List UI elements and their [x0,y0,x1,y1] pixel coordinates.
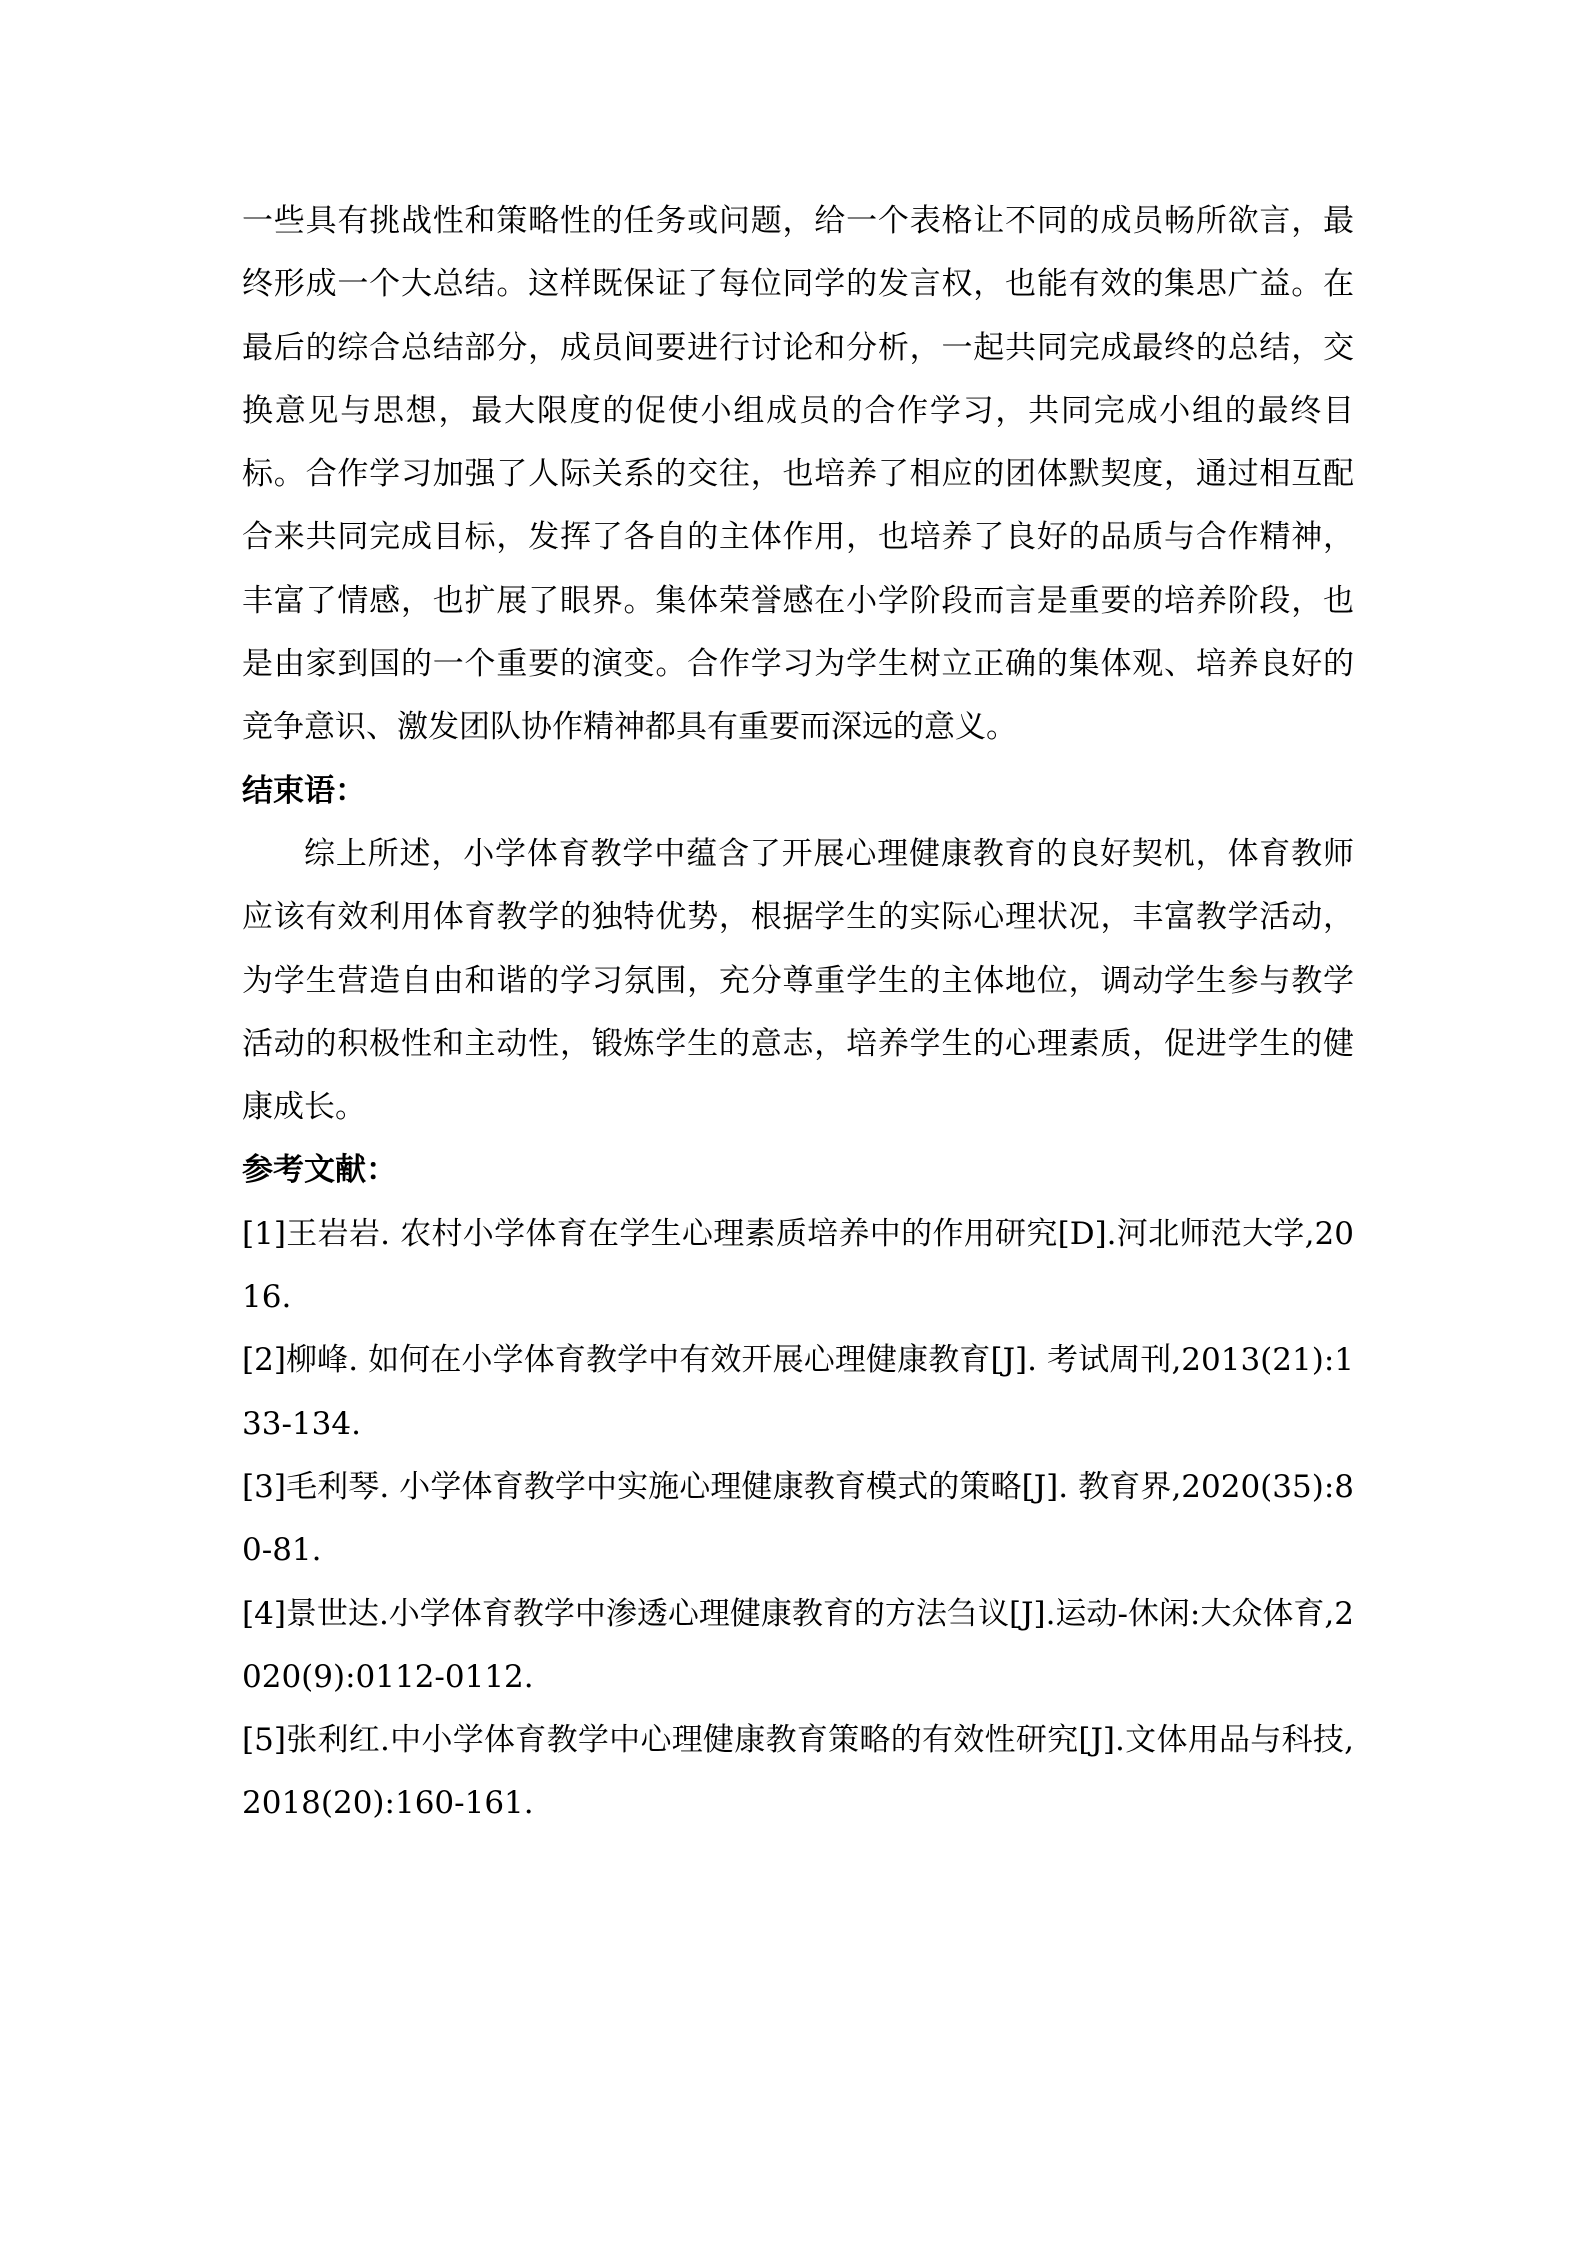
conclusion-paragraph: 综上所述，小学体育教学中蕴含了开展心理健康教育的良好契机，体育教师应该有效利用体育教学的独特优势，根据学生的实际心理状况，丰富教学活动，为学生营造自由和谐的学习氛围，充分尊重学生的主体地位，调动学生参与教学活动的积极性和主动性，锻炼学生的意志，培养学生的心理素质，促进学生的健康成长。 [242,835,1354,1126]
reference-item: [5]张利红.中小学体育教学中心理健康教育策略的有效性研究[J].文体用品与科技,2018(20):160-161. [242,1722,1354,1822]
references-heading: 参考文献： [242,1152,397,1189]
reference-item: [3]毛利琴. 小学体育教学中实施心理健康教育模式的策略[J]. 教育界,2020(35):80-81. [242,1468,1354,1569]
conclusion-heading: 结束语： [242,772,366,809]
body-paragraph: 一些具有挑战性和策略性的任务或问题，给一个表格让不同的成员畅所欲言，最终形成一个大总结。这样既保证了每位同学的发言权，也能有效的集思广益。在最后的综合总结部分，成员间要进行讨论和分析，一起共同完成最终的总结，交换意见与思想，最大限度的促使小组成员的合作学习，共同完成小组的最终目标。合作学习加强了人际关系的交往，也培养了相应的团体默契度，通过相互配合来共同完成目标，发挥了各自的主体作用，也培养了良好的品质与合作精神，丰富了情感，也扩展了眼界。集体荣誉感在小学阶段而言是重要的培养阶段，也是由家到国的一个重要的演变。合作学习为学生树立正确的集体观、培养良好的竞争意识、激发团队协作精神都具有重要而深远的意义。 [242,203,1354,746]
reference-item: [4]景世达.小学体育教学中渗透心理健康教育的方法刍议[J].运动-休闲:大众体育,2020(9):0112-0112. [242,1595,1354,1695]
reference-list [242,1203,1354,1836]
reference-item: [1]王岩岩. 农村小学体育在学生心理素质培养中的作用研究[D].河北师范大学,2016. [242,1215,1354,1316]
reference-item: [2]柳峰. 如何在小学体育教学中有效开展心理健康教育[J]. 考试周刊,2013(21):133-134. [242,1342,1354,1442]
document-page [242,190,1354,1836]
